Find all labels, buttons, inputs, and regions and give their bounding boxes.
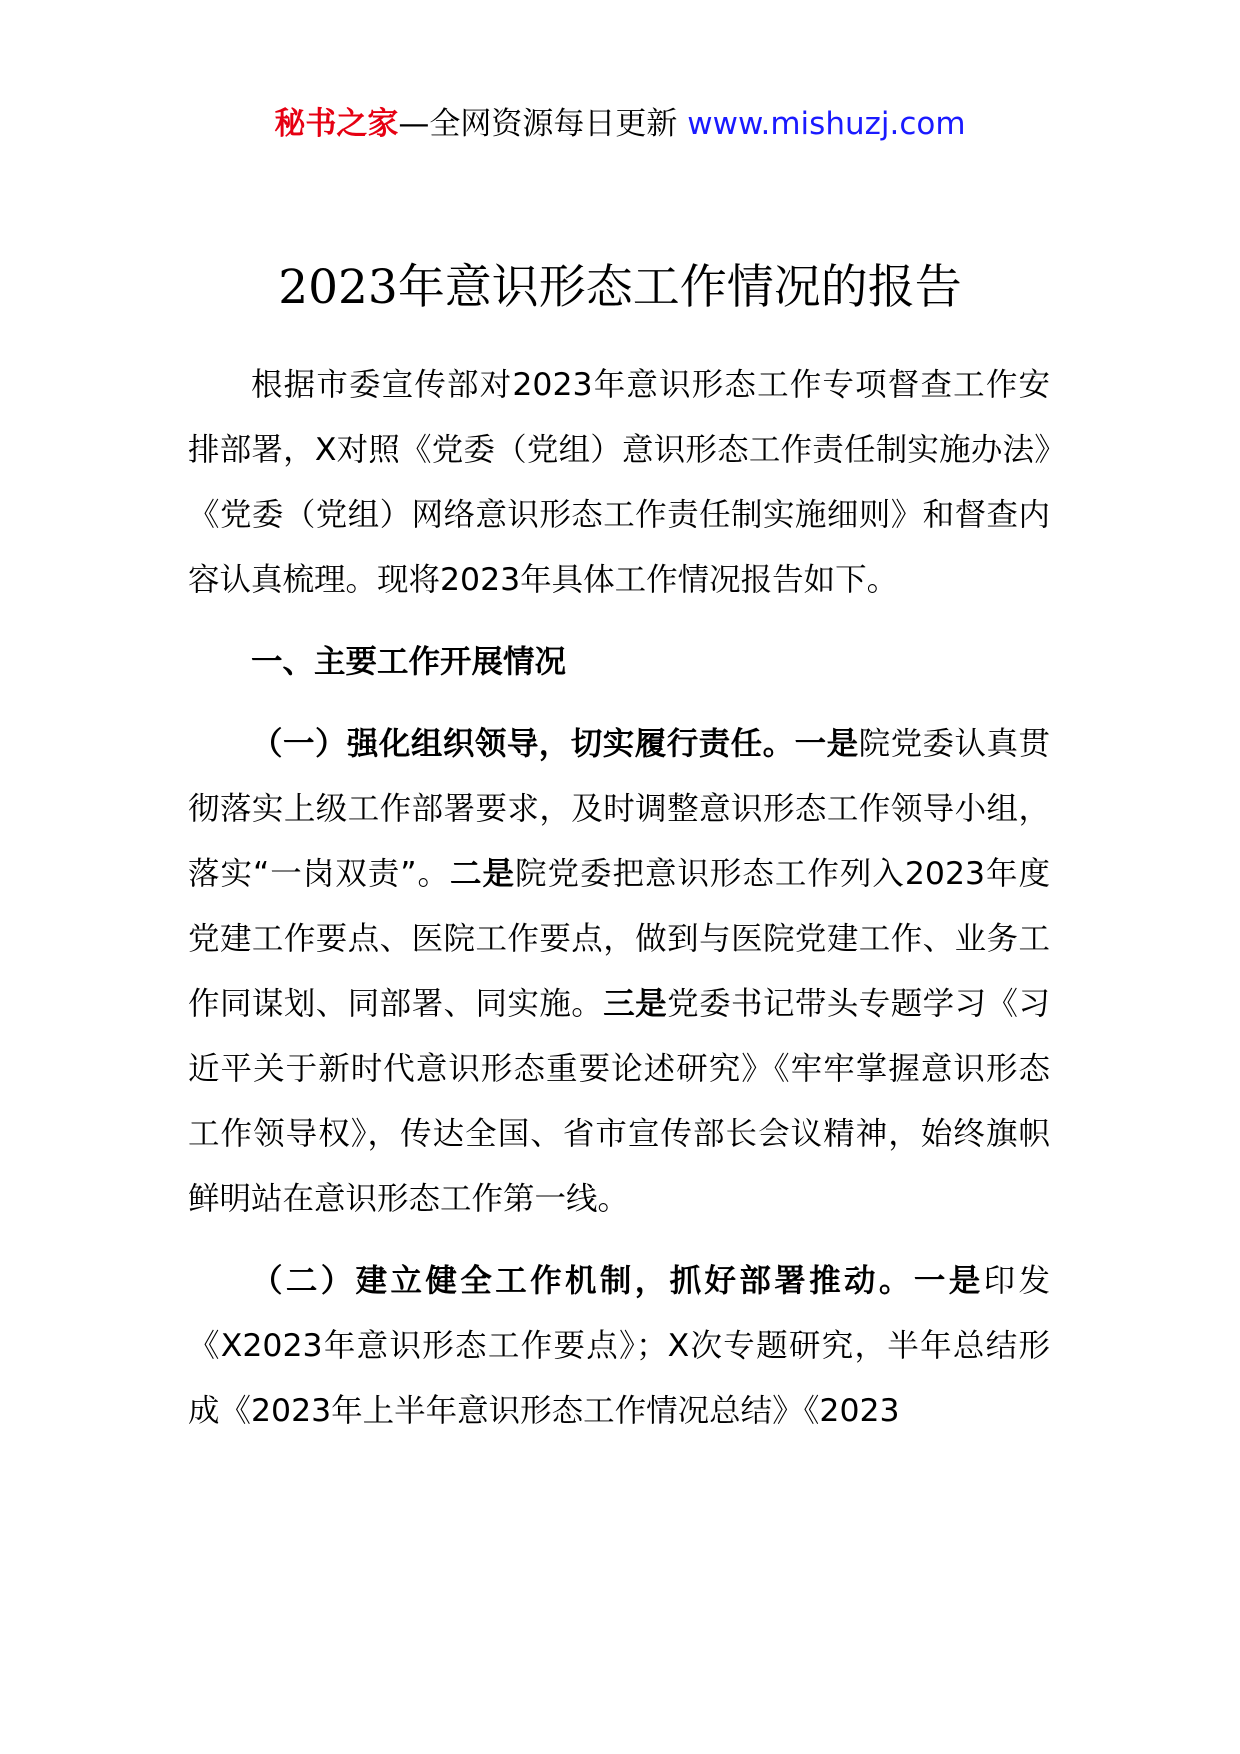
document-body xyxy=(188,353,1050,1444)
subsection-2-heading: （二）建立健全工作机制，抓好部署推动。 xyxy=(251,1263,914,1299)
brand-name: 秘书之家 xyxy=(274,106,399,142)
point-text: 印发《X2023年意识形态工作要点》；X次专题研究，半年总结形成《2023年上半年意识形态工作情况总结》《2023 xyxy=(188,1263,1050,1429)
subsection-1-paragraph xyxy=(188,712,1050,1232)
point-text: 院党委认真贯彻落实上级工作部署要求，及时调整意识形态工作领导小组，落实“一岗双责”。 xyxy=(188,726,1050,892)
point-text: 院党委把意识形态工作列入2023年度党建工作要点、医院工作要点，做到与医院党建工作、业务工作同谋划、同部署、同实施。 xyxy=(188,856,1050,1022)
point-label: 二是 xyxy=(450,856,516,892)
subsection-1-heading: （一）强化组织领导，切实履行责任。 xyxy=(251,726,795,762)
point-label: 一是 xyxy=(794,726,859,762)
subsection-2-paragraph xyxy=(188,1249,1050,1444)
point-text: 党委书记带头专题学习《习近平关于新时代意识形态重要论述研究》《牢牢掌握意识形态工作领导权》，传达全国、省市宣传部长会议精神，始终旗帜鲜明站在意识形态工作第一线。 xyxy=(188,986,1050,1217)
document-title xyxy=(0,258,1240,318)
intro-paragraph: 根据市委宣传部对2023年意识形态工作专项督查工作安排部署，X对照《党委（党组）意识形态工作责任制实施办法》《党委（党组）网络意识形态工作责任制实施细则》和督查内容认真梳理。现将2023年具体工作情况报告如下。 xyxy=(188,367,1050,598)
point-label: 三是 xyxy=(603,986,668,1022)
point-label: 一是 xyxy=(913,1263,984,1299)
section-heading: 一、主要工作开展情况 xyxy=(251,644,567,680)
header-url[interactable]: www.mishuzj.com xyxy=(687,106,966,142)
header-tagline: —全网资源每日更新 xyxy=(398,106,678,142)
title-year: 2023 xyxy=(278,260,398,315)
watermark-header xyxy=(0,104,1240,144)
title-text: 年意识形态工作情况的报告 xyxy=(397,260,962,315)
